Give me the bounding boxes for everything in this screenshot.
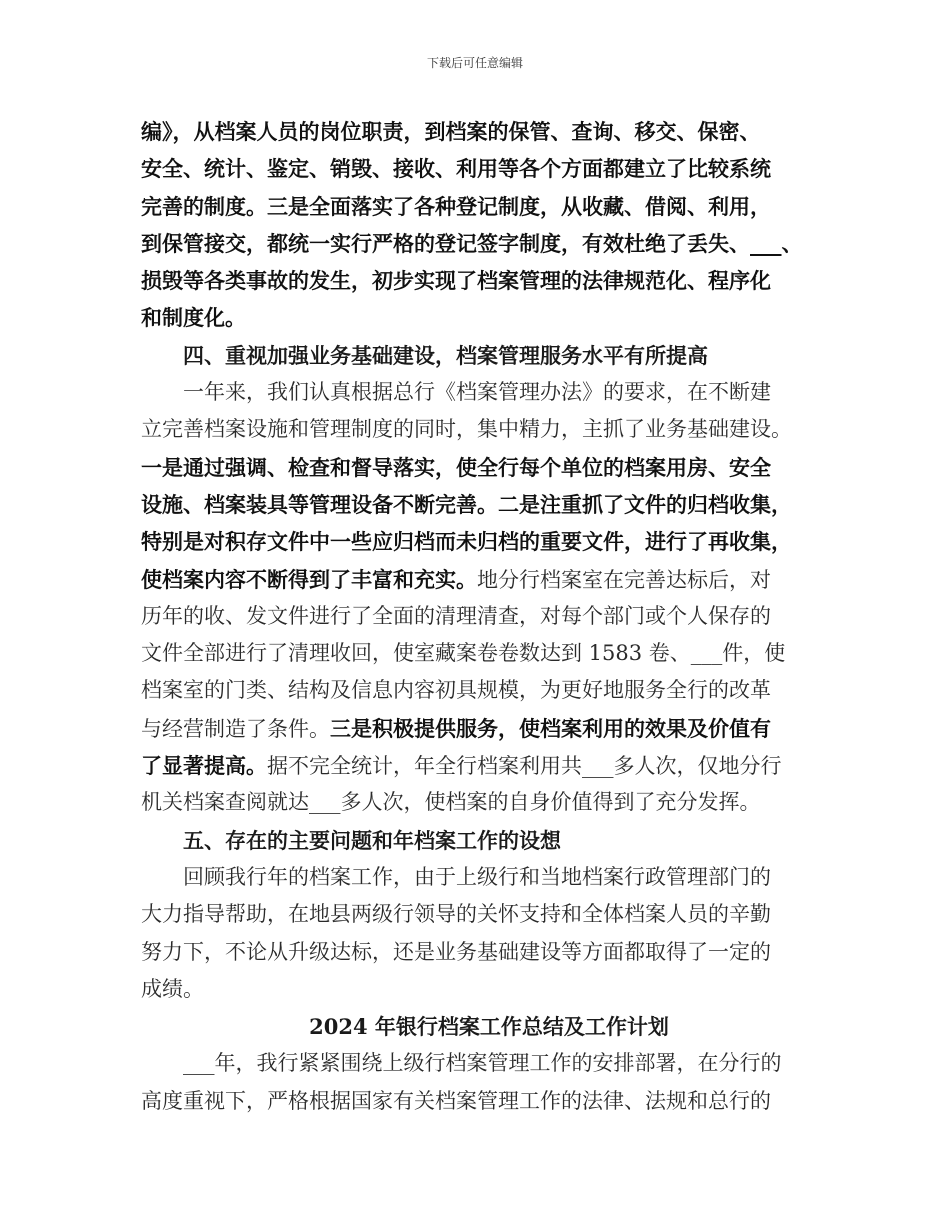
bold-run: 三是积极提供服务，使档案利用的效果及价值有 — [330, 715, 771, 741]
paragraph-line: 大力指导帮助，在地县两级行领导的关怀支持和全体档案人员的辛勤 — [141, 902, 771, 927]
paragraph-line: 编》，从档案人员的岗位职责，到档案的保管、查询、移交、保密、 — [141, 119, 761, 144]
paragraph-line: 设施、档案装具等管理设备不断完善。二是注重抓了文件的归档收集， — [141, 491, 792, 517]
paragraph-line: 档案室的门类、结构及信息内容初具规模，为更好地服务全行的改革 — [141, 678, 771, 703]
paragraph-line: 和制度化。 — [141, 305, 246, 331]
paragraph-line: 一是通过强调、检查和督导落实，使全行每个单位的档案用房、安全 — [141, 454, 771, 480]
paragraph-line: 机关档案查阅就达___多人次，使档案的自身价值得到了充分发挥。 — [141, 790, 761, 815]
paragraph-line: 文件全部进行了清理收回，使室藏案卷卷数达到 1583 卷、___件，使 — [141, 641, 786, 666]
section-heading-5: 五、存在的主要问题和年档案工作的设想 — [183, 827, 561, 853]
paragraph-line: 一年来，我们认真根据总行《档案管理办法》的要求，在不断建 — [183, 380, 771, 405]
paragraph-line: 到保管接交，都统一实行严格的登记签字制度，有效杜绝了丢失、___、 — [141, 230, 803, 256]
paragraph-line: 立完善档案设施和管理制度的同时，集中精力，主抓了业务基础建设。 — [141, 417, 792, 442]
paragraph-line: 努力下，不论从升级达标，还是业务基础建设等方面都取得了一定的 — [141, 939, 771, 964]
normal-run: 地分行档案室在完善达标后，对 — [477, 567, 771, 592]
document-body — [141, 113, 811, 1120]
paragraph-line: 回顾我行年的档案工作，由于上级行和当地档案行政管理部门的 — [183, 864, 771, 889]
paragraph-line — [141, 710, 811, 747]
paragraph-line — [141, 561, 811, 598]
paragraph-line: 成绩。 — [141, 976, 204, 1001]
paragraph-line: 高度重视下，严格根据国家有关档案管理工作的法律、法规和总行的 — [141, 1088, 771, 1113]
document-title: 2024 年银行档案工作总结及工作计划 — [309, 1014, 669, 1040]
section-heading-4: 四、重视加强业务基础建设，档案管理服务水平有所提高 — [183, 342, 708, 368]
normal-run: 与经营制造了条件。 — [141, 716, 330, 741]
paragraph-line: 特别是对积存文件中一些应归档而未归档的重要文件，进行了再收集， — [141, 529, 792, 555]
paragraph-line: 损毁等各类事故的发生，初步实现了档案管理的法律规范化、程序化 — [141, 268, 771, 294]
normal-run: 据不完全统计，年全行档案利用共___多人次，仅地分行 — [267, 754, 782, 779]
bold-run: 了显著提高。 — [141, 753, 267, 779]
paragraph-line: 安全、统计、鉴定、销毁、接收、利用等各个方面都建立了比较系统 — [141, 156, 771, 182]
bold-run: 使档案内容不断得到了丰富和充实。 — [141, 566, 477, 592]
paragraph-line: 历年的收、发文件进行了全面的清理清查，对每个部门或个人保存的 — [141, 603, 771, 628]
paragraph-line: 完善的制度。三是全面落实了各种登记制度，从收藏、借阅、利用， — [141, 193, 771, 219]
paragraph-line: ___年，我行紧紧围绕上级行档案管理工作的安排部署，在分行的 — [183, 1051, 782, 1076]
page-header: 下载后可任意编辑 — [426, 56, 523, 70]
paragraph-line — [141, 747, 811, 784]
